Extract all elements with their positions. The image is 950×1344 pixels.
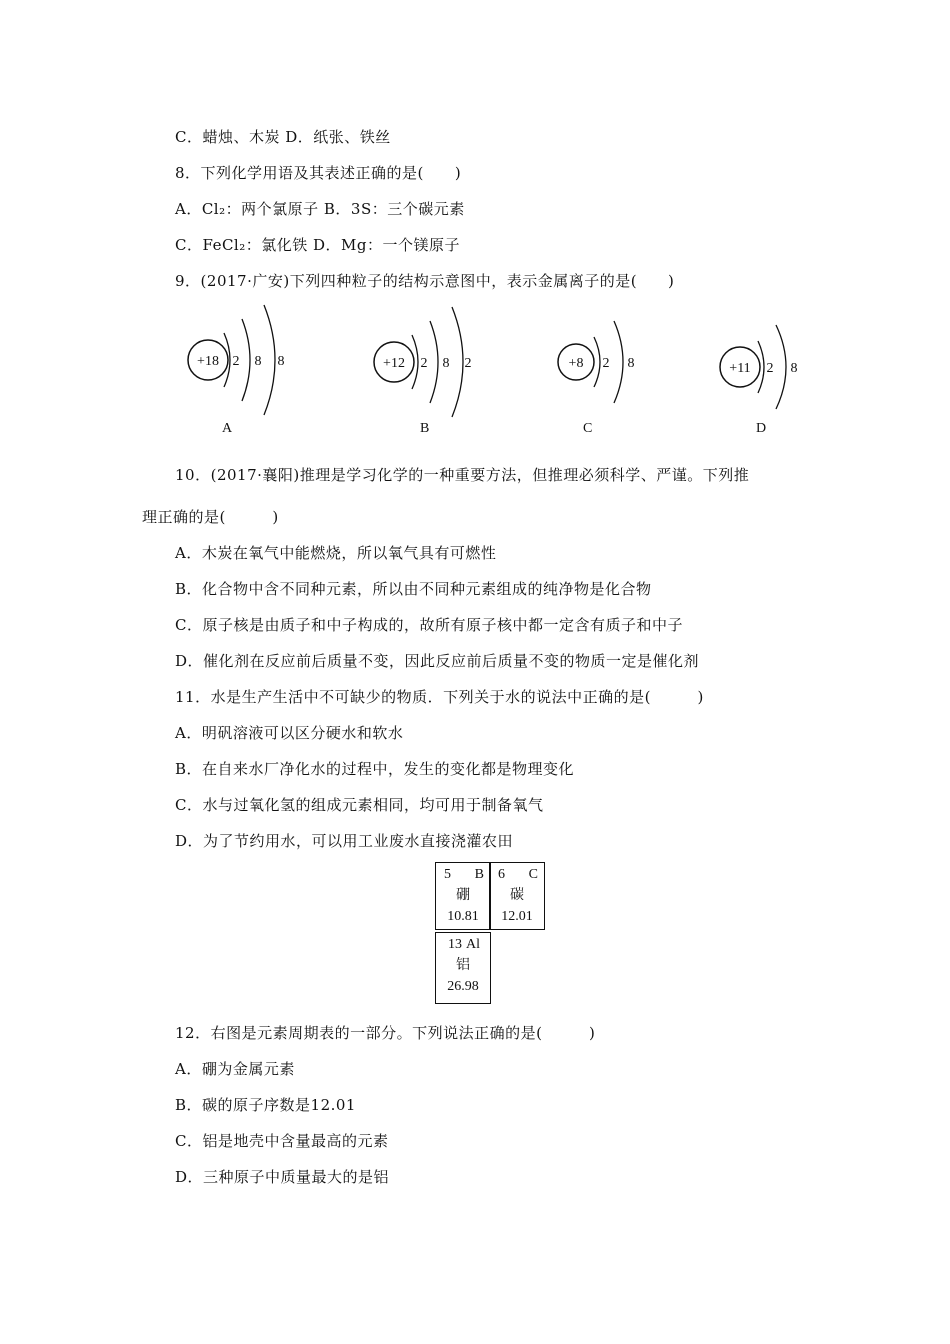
atom-label-d: D: [756, 421, 767, 436]
atom-label-b: B: [420, 421, 430, 436]
element-cell-aluminum: [435, 932, 491, 1004]
q11-option-b: B．在自来水厂净化水的过程中，发生的变化都是物理变化: [175, 760, 575, 778]
atom-label-c: C: [583, 421, 593, 436]
svg-text:8: 8: [627, 356, 635, 371]
q12-option-a: A．硼为金属元素: [175, 1060, 295, 1078]
q8-options-ab: A．Cl₂：两个氯原子 B．3S：三个碳元素: [175, 200, 465, 218]
svg-text:+11: +11: [729, 361, 751, 376]
boron-number: 5: [444, 867, 451, 882]
svg-text:2: 2: [420, 356, 428, 371]
q11-option-c: C．水与过氧化氢的组成元素相同，均可用于制备氧气: [175, 796, 544, 814]
q12-option-b: B．碳的原子序数是12.01: [175, 1096, 356, 1114]
atom-diagram-b: [372, 305, 532, 435]
atom-structure-c: [558, 305, 718, 415]
boron-mass: 10.81: [447, 909, 479, 924]
element-cell-carbon: [489, 862, 545, 930]
question-10-line1: 10．(2017·襄阳)推理是学习化学的一种重要方法，但推理必须科学、严谨。下列推: [175, 466, 750, 484]
element-cell-boron: [435, 862, 491, 930]
svg-text:2: 2: [602, 356, 610, 371]
q11-option-d: D．为了节约用水，可以用工业废水直接浇灌农田: [175, 832, 514, 850]
atom-diagram-c: [558, 305, 718, 435]
svg-text:+18: +18: [197, 354, 219, 369]
carbon-symbol: C: [528, 867, 538, 882]
aluminum-number: 13: [448, 937, 462, 952]
q12-option-c: C．铝是地壳中含量最高的元素: [175, 1132, 389, 1150]
svg-text:2: 2: [766, 361, 774, 376]
atom-structure-d: [720, 305, 880, 415]
boron-symbol: B: [474, 867, 484, 882]
q11-option-a: A．明矾溶液可以区分硬水和软水: [175, 724, 404, 742]
svg-text:+8: +8: [568, 356, 584, 371]
svg-text:8: 8: [442, 356, 450, 371]
carbon-name: 碳: [510, 888, 524, 903]
carbon-number: 6: [498, 867, 505, 882]
boron-name: 硼: [456, 888, 470, 903]
aluminum-mass: 26.98: [447, 979, 479, 994]
svg-text:2: 2: [464, 356, 472, 371]
question-8: 8．下列化学用语及其表述正确的是( ): [175, 164, 462, 182]
atom-structure-a: [186, 305, 346, 415]
atom-structure-b: [372, 305, 532, 415]
q10-option-c: C．原子核是由质子和中子构成的，故所有原子核中都一定含有质子和中子: [175, 616, 683, 634]
carbon-mass: 12.01: [501, 909, 533, 924]
aluminum-symbol: Al: [466, 937, 480, 952]
q12-option-d: D．三种原子中质量最大的是铝: [175, 1168, 390, 1186]
svg-text:8: 8: [277, 354, 285, 369]
line-q7-cd: C．蜡烛、木炭 D．纸张、铁丝: [175, 128, 391, 146]
svg-text:8: 8: [254, 354, 262, 369]
svg-text:+12: +12: [383, 356, 405, 371]
atom-label-a: A: [222, 421, 233, 436]
aluminum-name: 铝: [456, 958, 470, 973]
question-10-line2: 理正确的是( ): [142, 508, 279, 526]
question-12: 12．右图是元素周期表的一部分。下列说法正确的是( ): [175, 1024, 596, 1042]
q10-option-b: B．化合物中含不同种元素，所以由不同种元素组成的纯净物是化合物: [175, 580, 652, 598]
question-9: 9．(2017·广安)下列四种粒子的结构示意图中，表示金属离子的是( ): [175, 272, 675, 290]
atom-diagram-d: [720, 305, 880, 435]
question-11: 11．水是生产生活中不可缺少的物质．下列关于水的说法中正确的是( ): [175, 688, 704, 706]
svg-text:2: 2: [232, 354, 240, 369]
q10-option-a: A．木炭在氧气中能燃烧，所以氧气具有可燃性: [175, 544, 497, 562]
svg-text:8: 8: [790, 361, 798, 376]
q8-options-cd: C．FeCl₂：氯化铁 D．Mg：一个镁原子: [175, 236, 460, 254]
q10-option-d: D．催化剂在反应前后质量不变，因此反应前后质量不变的物质一定是催化剂: [175, 652, 700, 670]
atom-diagram-a: [186, 305, 346, 435]
